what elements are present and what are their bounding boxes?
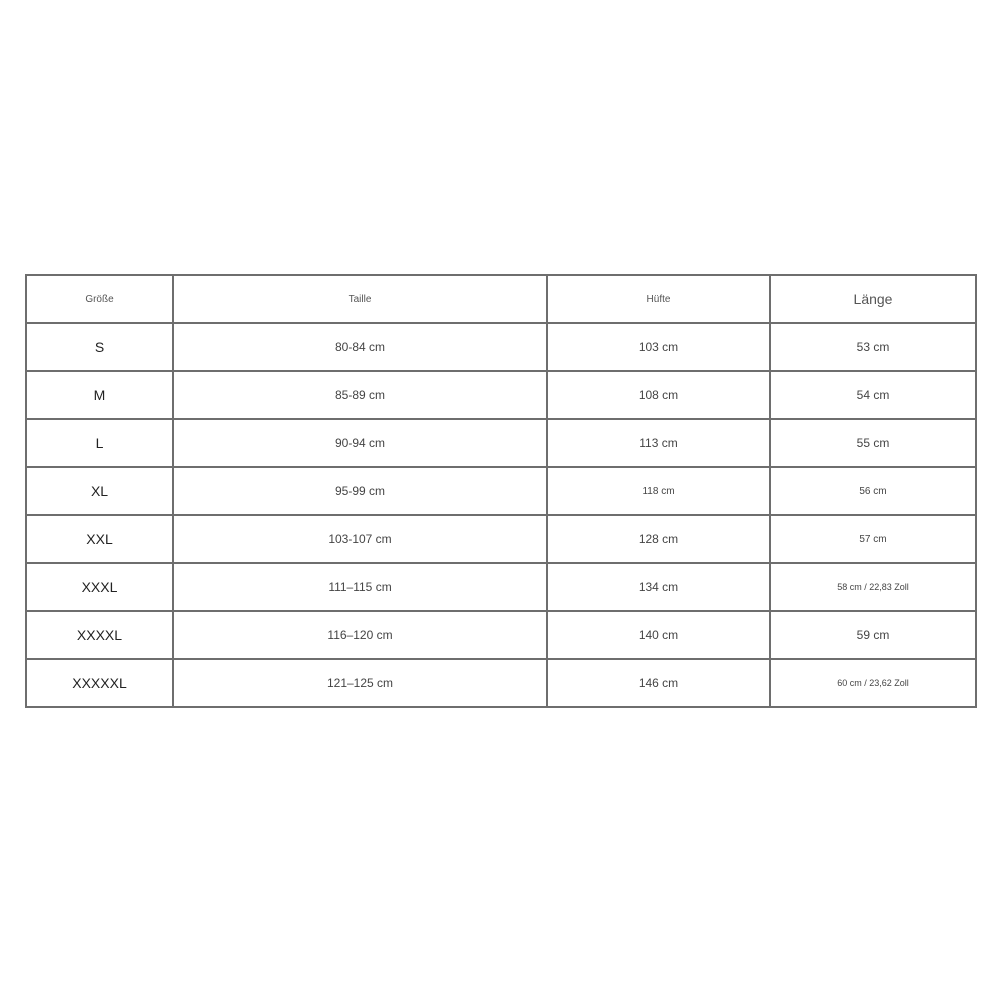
waist-cell: 80-84 cm	[173, 323, 547, 371]
waist-cell: 121–125 cm	[173, 659, 547, 707]
size-cell: XXXL	[26, 563, 173, 611]
hip-cell: 146 cm	[547, 659, 770, 707]
waist-cell: 85-89 cm	[173, 371, 547, 419]
hip-cell: 140 cm	[547, 611, 770, 659]
header-length: Länge	[770, 275, 976, 323]
size-cell: S	[26, 323, 173, 371]
table-row	[26, 323, 976, 371]
hip-cell: 118 cm	[547, 467, 770, 515]
header-row	[26, 275, 976, 323]
hip-cell: 108 cm	[547, 371, 770, 419]
header-hip: Hüfte	[547, 275, 770, 323]
table-row	[26, 515, 976, 563]
header-waist: Taille	[173, 275, 547, 323]
table-row	[26, 419, 976, 467]
table-row	[26, 611, 976, 659]
length-cell: 55 cm	[770, 419, 976, 467]
table-row	[26, 659, 976, 707]
size-chart-table	[25, 274, 977, 708]
header-size: Größe	[26, 275, 173, 323]
table-header	[26, 275, 976, 323]
size-cell: XXL	[26, 515, 173, 563]
length-cell: 60 cm / 23,62 Zoll	[770, 659, 976, 707]
size-cell: L	[26, 419, 173, 467]
length-cell: 58 cm / 22,83 Zoll	[770, 563, 976, 611]
length-cell: 57 cm	[770, 515, 976, 563]
size-cell: XL	[26, 467, 173, 515]
length-cell: 56 cm	[770, 467, 976, 515]
table-row	[26, 563, 976, 611]
hip-cell: 113 cm	[547, 419, 770, 467]
hip-cell: 134 cm	[547, 563, 770, 611]
size-cell: M	[26, 371, 173, 419]
length-cell: 53 cm	[770, 323, 976, 371]
size-cell: XXXXL	[26, 611, 173, 659]
waist-cell: 116–120 cm	[173, 611, 547, 659]
waist-cell: 90-94 cm	[173, 419, 547, 467]
size-cell: XXXXXL	[26, 659, 173, 707]
waist-cell: 103-107 cm	[173, 515, 547, 563]
waist-cell: 111–115 cm	[173, 563, 547, 611]
table-row	[26, 371, 976, 419]
table-body	[26, 323, 976, 707]
waist-cell: 95-99 cm	[173, 467, 547, 515]
hip-cell: 128 cm	[547, 515, 770, 563]
table-row	[26, 467, 976, 515]
length-cell: 59 cm	[770, 611, 976, 659]
length-cell: 54 cm	[770, 371, 976, 419]
hip-cell: 103 cm	[547, 323, 770, 371]
